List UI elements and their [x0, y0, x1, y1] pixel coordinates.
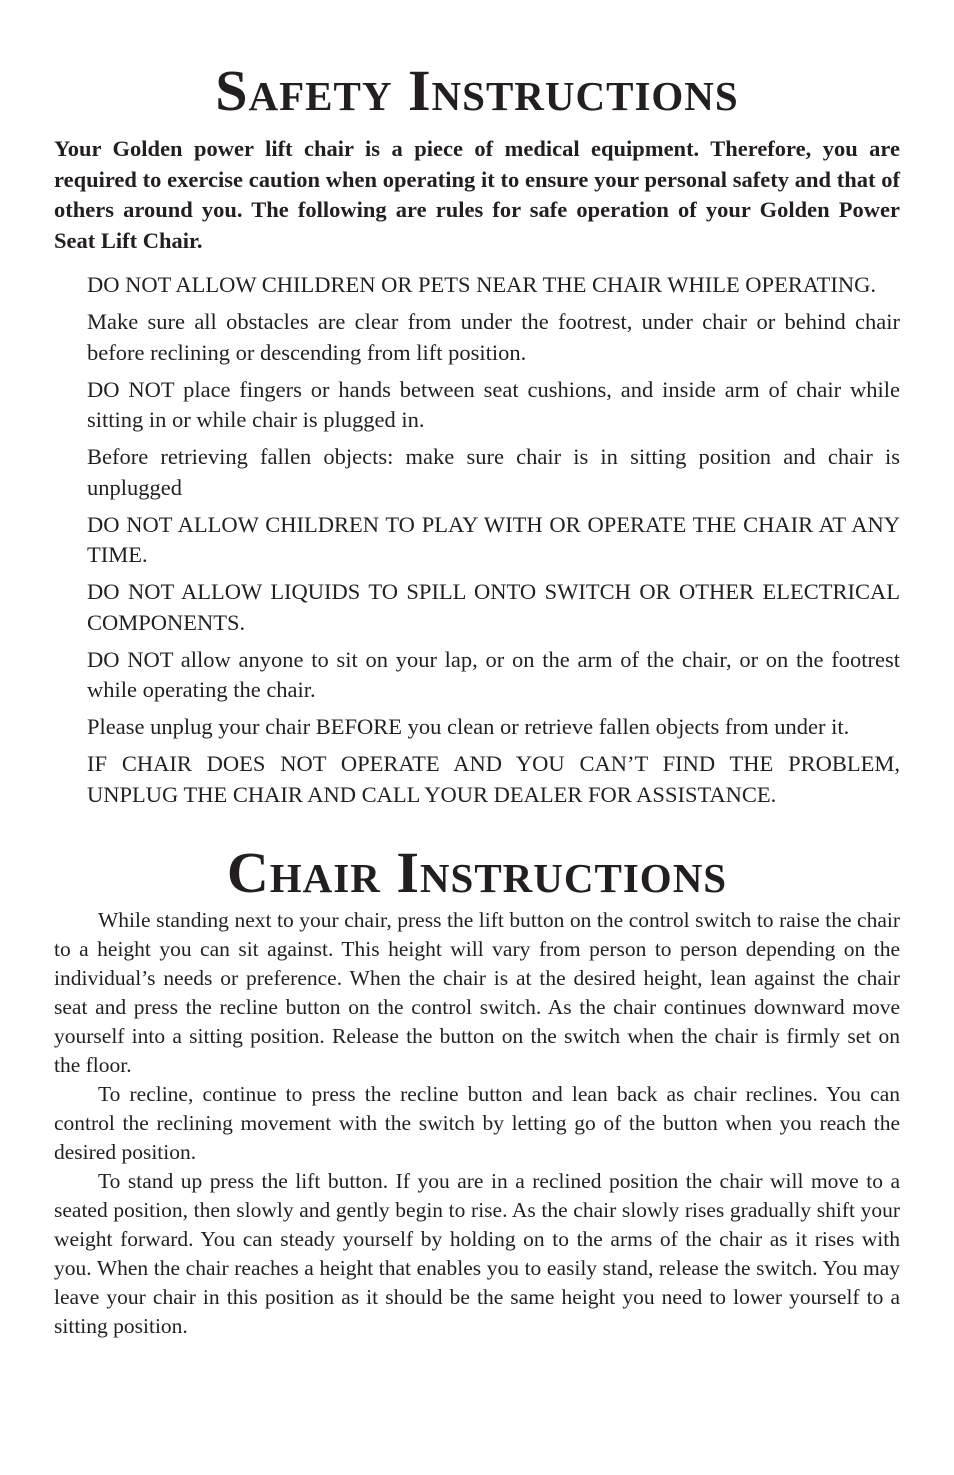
document-page: [54, 0, 900, 1341]
chair-instructions-paragraph: While standing next to your chair, press the lift button on the control switch to raise the chair to a height you can sit against. This height will vary from person to person depending on the individual’s needs or preference. When the chair is at the desired height, lean against the chair seat and press the recline button on the control switch. As the chair continues downward move yourself into a sitting position. Release the button on the switch when the chair is firmly set on the floor.: [54, 908, 900, 1077]
safety-rule: IF CHAIR DOES NOT OPERATE AND YOU CAN’T FIND THE PROBLEM, UNPLUG THE CHAIR AND CALL YOUR DEALER FOR ASSISTANCE.: [87, 751, 900, 807]
safety-rule: DO NOT place fingers or hands between seat cushions, and inside arm of chair while sitting in or while chair is plugged in.: [87, 376, 900, 432]
safety-rule: Before retrieving fallen objects: make sure chair is in sitting position and chair is unplugged: [87, 444, 900, 500]
chair-instructions-heading: Chair Instructions: [226, 840, 728, 905]
chair-instructions-body: [54, 906, 900, 1341]
safety-rule: Make sure all obstacles are clear from under the footrest, under chair or behind chair before reclining or descending from lift position.: [87, 309, 900, 365]
safety-rule: Please unplug your chair BEFORE you clean or retrieve fallen objects from under it.: [87, 714, 850, 739]
safety-rules-list: [54, 270, 900, 810]
safety-rule: DO NOT ALLOW CHILDREN TO PLAY WITH OR OPERATE THE CHAIR AT ANY TIME.: [87, 511, 900, 567]
safety-rule: DO NOT allow anyone to sit on your lap, or on the arm of the chair, or on the footrest while operating the chair.: [87, 646, 900, 702]
safety-rule: DO NOT ALLOW LIQUIDS TO SPILL ONTO SWITCH OR OTHER ELECTRICAL COMPONENTS.: [87, 579, 900, 635]
chair-instructions-paragraph: To recline, continue to press the recline button and lean back as chair reclines. You can control the reclining movement with the switch by letting go of the button when you reach the desired position.: [54, 1082, 900, 1164]
safety-instructions-heading: Safety Instructions: [215, 58, 739, 123]
safety-intro-paragraph: Your Golden power lift chair is a piece of medical equipment. Therefore, you are required to exercise caution when operating it to ensure your personal safety and that of others around you. The following are rules for safe operation of your Golden Power Seat Lift Chair.: [54, 136, 900, 253]
chair-instructions-paragraph: To stand up press the lift button. If you are in a reclined position the chair will move to a seated position, then slowly and gently begin to rise. As the chair slowly rises gradually shift your weight forward. You can steady yourself by holding on to the arms of the chair as it rises with you. When the chair reaches a height that enables you to easily stand, release the switch. You may leave your chair in this position as it should be the same height you need to lower yourself to a sitting position.: [54, 1169, 900, 1338]
safety-rule: DO NOT ALLOW CHILDREN OR PETS NEAR THE CHAIR WHILE OPERATING.: [87, 272, 876, 297]
